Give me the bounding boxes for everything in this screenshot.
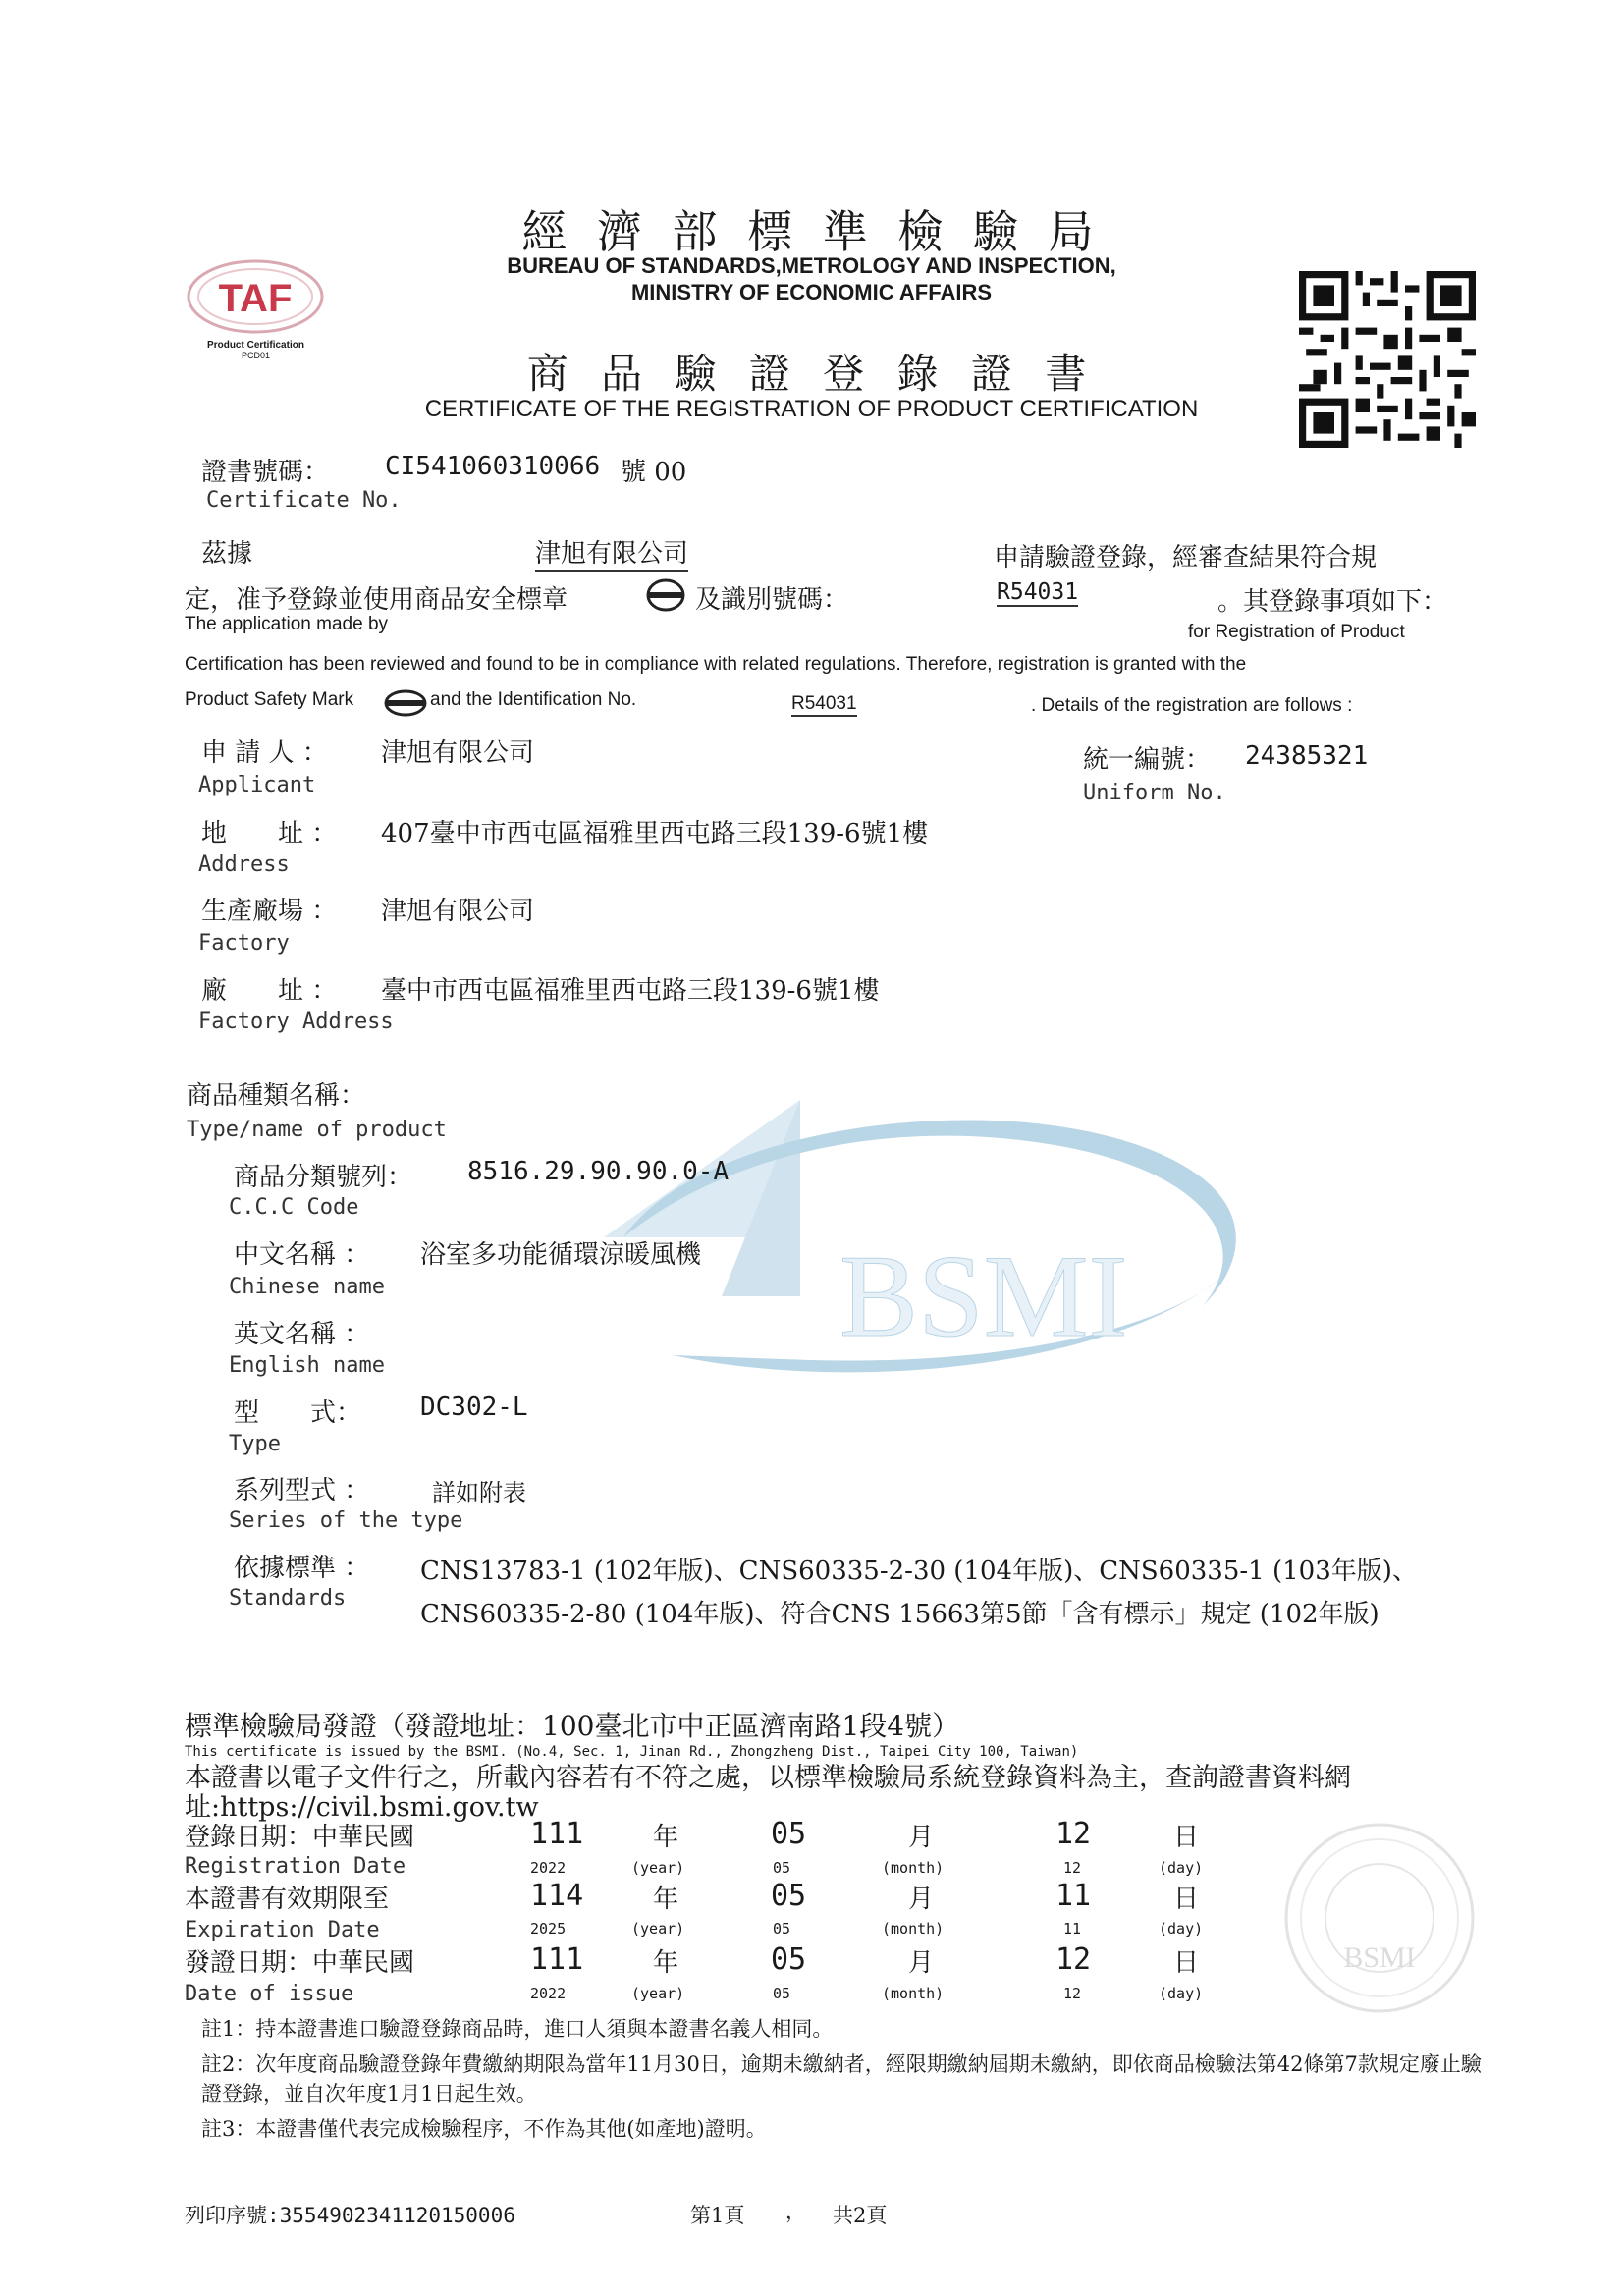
chinese-name-label: 中文名稱 ： — [234, 1240, 370, 1270]
seal-text: BSMI — [1343, 1941, 1416, 1974]
intro-company: 津旭有限公司 — [535, 533, 688, 572]
cert-no-value: CI541060310066 — [385, 452, 601, 481]
note-3: 註3：本證書僅代表完成檢驗程序，不作為其他(如產地)證明。 — [201, 2117, 767, 2141]
series-label-en: Series of the type — [229, 1508, 463, 1533]
date-month-en: (month) — [882, 1985, 945, 2002]
date-day-en: (day) — [1159, 1859, 1204, 1877]
issuer-en: This certificate is issued by the BSMI. (No.4, Sec. 1, Jinan Rd., Zhongzheng Dist., Taipei City 100, Taiwan) — [185, 1744, 1079, 1760]
product-heading: 商品種類名稱： — [187, 1081, 366, 1111]
date-day-en: (day) — [1159, 1985, 1204, 2002]
page-total: 共2頁 — [833, 2204, 888, 2227]
official-seal — [1267, 1815, 1492, 2021]
date-month-unit: 月 — [908, 1885, 935, 1914]
electronic-note: 本證書以電子文件行之，所載內容若有不符之處，以標準檢驗局系統登錄資料為主，查詢證書資料網址:https://civil.bsmi.gov.tw — [185, 1763, 1351, 1823]
bureau-title-en-1: BUREAU OF STANDARDS,METROLOGY AND INSPECTION, — [507, 253, 1116, 278]
date-day-unit: 日 — [1173, 1948, 1200, 1978]
date-month: 05 — [771, 1942, 807, 1977]
intro-en-1: The application made by — [185, 614, 389, 634]
factory-label: 生產廠場 ： — [201, 897, 338, 926]
intro-en-1b: for Registration of Product — [1188, 622, 1405, 642]
safety-mark-small-icon — [383, 688, 428, 718]
address-label-en: Address — [198, 852, 290, 877]
date-label-en: Registration Date — [185, 1854, 406, 1879]
date-day: 11 — [1055, 1879, 1092, 1913]
applicant-label: 申 請 人 ： — [201, 738, 328, 768]
date-month: 05 — [771, 1817, 807, 1851]
date-year: 2022 — [530, 1859, 567, 1877]
ccc-label: 商品分類號列： — [234, 1163, 413, 1192]
intro-en-3b: and the Identification No. — [430, 689, 637, 710]
note-1: 註1：持本證書進口驗證登錄商品時，進口人須與本證書名義人相同。 — [201, 2017, 834, 2041]
date-month-en-value: 05 — [773, 1985, 791, 2002]
factory-address-label-en: Factory Address — [198, 1010, 394, 1034]
ccc-value: 8516.29.90.90.0-A — [467, 1157, 730, 1186]
intro-line1-a: 茲據 — [201, 539, 253, 569]
series-value: 詳如附表 — [432, 1479, 526, 1506]
address-label: 地 址 ： — [201, 819, 338, 848]
date-day-en-value: 12 — [1063, 1985, 1082, 2002]
cert-no-label-en: Certificate No. — [206, 488, 402, 513]
date-year-en: (year) — [631, 1920, 685, 1938]
english-name-label-en: English name — [229, 1353, 385, 1378]
applicant-label-en: Applicant — [198, 773, 316, 797]
date-year-unit: 年 — [653, 1885, 679, 1914]
date-month-unit: 月 — [908, 1823, 935, 1852]
intro-line2-a: 定，准予登錄並使用商品安全標章 — [185, 585, 568, 615]
bureau-title-en-2: MINISTRY OF ECONOMIC AFFAIRS — [630, 280, 993, 304]
note-2: 註2：次年度商品驗證登錄年費繳納期限為當年11月30日，逾期未繳納者，經限期繳納屆期未繳納，即依商品檢驗法第42條第7款規定廢止驗證登錄，並自次年度1月1日起生效。 — [201, 2052, 1482, 2105]
print-serial: 列印序號:3554902341120150006 — [185, 2204, 515, 2227]
date-day: 12 — [1055, 1942, 1092, 1977]
type-value: DC302-L — [420, 1393, 528, 1422]
cert-no-label: 證書號碼： — [201, 458, 330, 487]
factory-label-en: Factory — [198, 931, 290, 956]
uniform-no-label-en: Uniform No. — [1083, 781, 1226, 805]
factory-value: 津旭有限公司 — [381, 897, 535, 926]
issuer-zh: 標準檢驗局發證（發證地址：100臺北市中正區濟南路1段4號） — [185, 1710, 960, 1742]
intro-en-3a: Product Safety Mark — [185, 689, 354, 710]
date-label: 發證日期：中華民國 — [185, 1948, 415, 1978]
factory-address-value: 臺中市西屯區福雅里西屯路三段139-6號1樓 — [381, 976, 880, 1006]
bureau-title-zh: 經 濟 部 標 準 檢 驗 局 — [521, 205, 1102, 258]
standards-label: 依據標準 ： — [234, 1554, 370, 1583]
date-month-en: (month) — [882, 1920, 945, 1938]
taf-caption-2: PCD01 — [241, 351, 270, 360]
intro-line1-b: 申請驗證登錄，經審查結果符合規 — [994, 543, 1378, 573]
uniform-no-label: 統一編號： — [1083, 745, 1212, 775]
intro-en-3c: R54031 — [791, 693, 857, 717]
date-roc-year: 114 — [530, 1879, 584, 1913]
date-label: 本證書有效期限至 — [185, 1885, 390, 1914]
address-value: 407臺中市西屯區福雅里西屯路三段139-6號1樓 — [381, 819, 929, 848]
intro-id-no: R54031 — [997, 579, 1079, 605]
cert-no-suffix: 號 00 — [621, 458, 687, 487]
page-number: 第1頁 — [690, 2204, 745, 2227]
intro-line2-b: 及識別號碼： — [695, 585, 849, 615]
date-year: 2022 — [530, 1985, 567, 2002]
date-label: 登錄日期：中華民國 — [185, 1823, 415, 1852]
date-label-en: Expiration Date — [185, 1918, 380, 1942]
taf-caption-1: Product Certification — [207, 340, 304, 351]
taf-logo-text: TAF — [218, 277, 293, 320]
applicant-value: 津旭有限公司 — [381, 738, 535, 768]
date-year-en: (year) — [631, 1985, 685, 2002]
factory-address-label: 廠 址 ： — [201, 976, 338, 1006]
date-year-unit: 年 — [653, 1823, 679, 1852]
date-month: 05 — [771, 1879, 807, 1913]
date-month-en: (month) — [882, 1859, 945, 1877]
intro-en-3d: . Details of the registration are follows : — [1031, 695, 1353, 716]
chinese-name-label-en: Chinese name — [229, 1275, 385, 1299]
english-name-label: 英文名稱 ： — [234, 1320, 370, 1349]
date-day-en: (day) — [1159, 1920, 1204, 1938]
date-day: 12 — [1055, 1817, 1092, 1851]
date-year-en: (year) — [631, 1859, 685, 1877]
date-month-en-value: 05 — [773, 1859, 791, 1877]
series-label: 系列型式 ： — [234, 1476, 370, 1505]
date-month-unit: 月 — [908, 1948, 935, 1978]
intro-line2-c: 。其登錄事項如下： — [1217, 587, 1448, 617]
date-day-en-value: 11 — [1063, 1920, 1082, 1938]
uniform-no-value: 24385321 — [1245, 741, 1369, 771]
date-month-en-value: 05 — [773, 1920, 791, 1938]
standards-label-en: Standards — [229, 1586, 347, 1611]
date-day-unit: 日 — [1173, 1885, 1200, 1914]
date-day-unit: 日 — [1173, 1823, 1200, 1852]
cert-title-en: CERTIFICATE OF THE REGISTRATION OF PRODUCT CERTIFICATION — [424, 396, 1199, 422]
safety-mark-icon — [645, 577, 686, 613]
standards-value: CNS13783-1 (102年版)、CNS60335-2-30 (104年版)、CNS60335-1 (103年版)、CNS60335-2-80 (104年版)、符合CNS 15663第5節「含有標示」規定 (102年版) — [420, 1557, 1418, 1629]
type-label: 型 式： — [234, 1398, 362, 1428]
chinese-name-value: 浴室多功能循環涼暖風機 — [420, 1240, 702, 1270]
type-label-en: Type — [229, 1432, 281, 1456]
date-year-unit: 年 — [653, 1948, 679, 1978]
bsmi-watermark — [565, 1070, 1271, 1394]
date-roc-year: 111 — [530, 1817, 584, 1851]
date-roc-year: 111 — [530, 1942, 584, 1977]
date-label-en: Date of issue — [185, 1982, 354, 2006]
date-year: 2025 — [530, 1920, 567, 1938]
ccc-label-en: C.C.C Code — [229, 1195, 359, 1220]
cert-title-zh: 商 品 驗 證 登 錄 證 書 — [526, 350, 1097, 398]
date-day-en-value: 12 — [1063, 1859, 1082, 1877]
page-separator: ， — [785, 2200, 806, 2223]
product-heading-en: Type/name of product — [187, 1118, 447, 1142]
intro-en-2: Certification has been reviewed and found to be in compliance with related regulations. Therefore, registration is granted with the — [185, 654, 1247, 675]
svg-text:BSMI: BSMI — [839, 1230, 1128, 1361]
